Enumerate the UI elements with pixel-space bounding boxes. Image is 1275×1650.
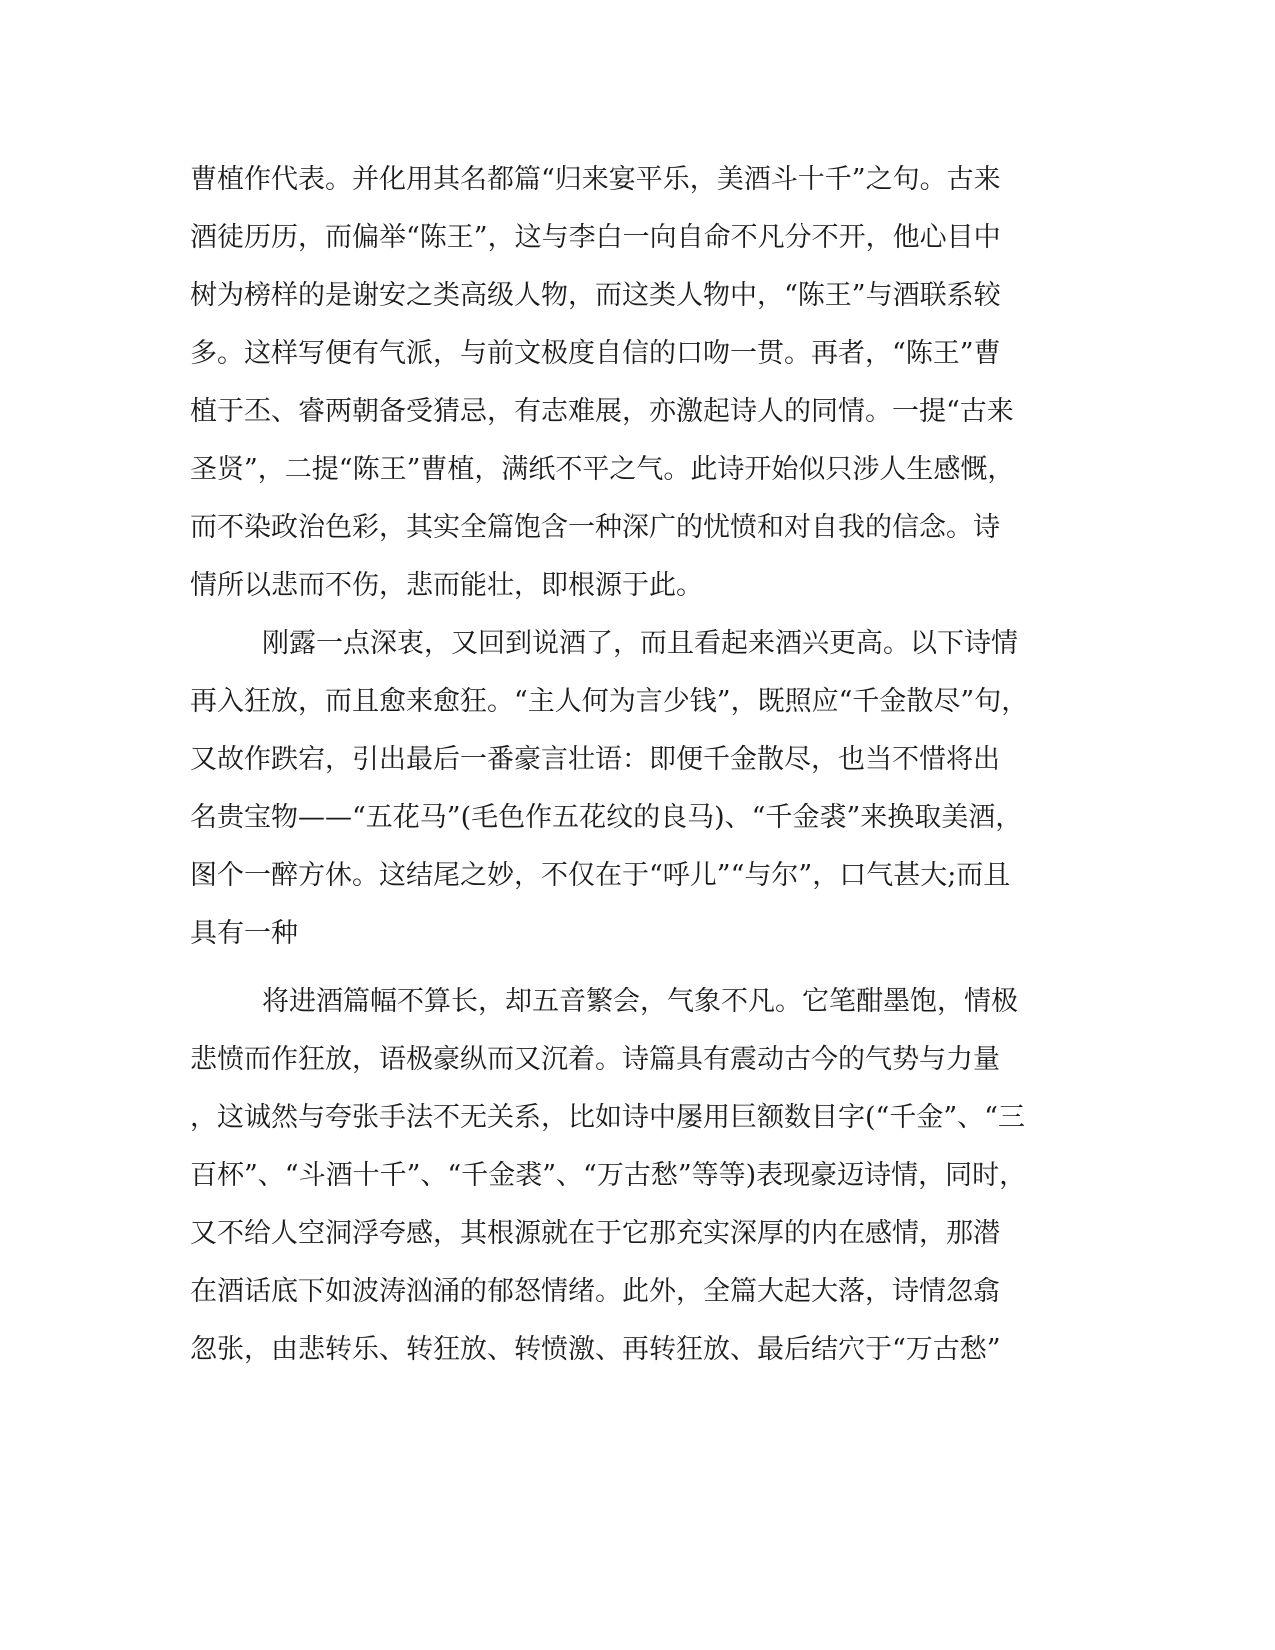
paragraph-2-line-5: 图个一醉方休。这结尾之妙，不仅在于“呼儿”“与尔”，口气甚大;而且 [190, 860, 1011, 891]
paragraph-3-line-1: 将进酒篇幅不算长，却五音繁会，气象不凡。它笔酣墨饱，情极 [262, 986, 1018, 1017]
paragraph-3-line-6: 在酒话底下如波涛汹涌的郁怒情绪。此外，全篇大起大落，诗情忽翕 [190, 1276, 1000, 1307]
paragraph-1-line-5: 植于丕、睿两朝备受猜忌，有志难展，亦激起诗人的同情。一提“古来 [190, 396, 1014, 427]
paragraph-1-line-8: 情所以悲而不伤，悲而能壮，即根源于此。 [190, 570, 703, 601]
paragraph-1-line-7: 而不染政治色彩，其实全篇饱含一种深广的忧愤和对自我的信念。诗 [190, 512, 1000, 543]
paragraph-3-line-2: 悲愤而作狂放，语极豪纵而又沉着。诗篇具有震动古今的气势与力量 [190, 1044, 1000, 1075]
paragraph-2-line-2: 再入狂放，而且愈来愈狂。“主人何为言少钱”，既照应“千金散尽”句， [190, 686, 1029, 717]
paragraph-2-line-4: 名贵宝物——“五花马”(毛色作五花纹的良马)、“千金裘”来换取美酒， [190, 802, 1023, 833]
paragraph-2-line-1: 刚露一点深衷，又回到说酒了，而且看起来酒兴更高。以下诗情 [262, 628, 1018, 659]
paragraph-3-line-5: 又不给人空洞浮夸感，其根源就在于它那充实深厚的内在感情，那潜 [190, 1218, 1000, 1249]
paragraph-3-line-4: 百杯”、“斗酒十千”、“千金裘”、“万古愁”等等)表现豪迈诗情，同时， [190, 1160, 1027, 1191]
paragraph-3-line-7: 忽张，由悲转乐、转狂放、转愤激、再转狂放、最后结穴于“万古愁” [190, 1334, 1001, 1365]
paragraph-1-line-3: 树为榜样的是谢安之类高级人物，而这类人物中，“陈王”与酒联系较 [190, 280, 1001, 311]
paragraph-1-line-2: 酒徒历历，而偏举“陈王”，这与李白一向自命不凡分不开，他心目中 [190, 222, 1001, 253]
paragraph-1-line-1: 曹植作代表。并化用其名都篇“归来宴平乐，美酒斗十千”之句。古来 [190, 164, 1001, 195]
paragraph-1-line-6: 圣贤”，二提“陈王”曹植，满纸不平之气。此诗开始似只涉人生感慨， [190, 454, 1015, 485]
paragraph-2-line-3: 又故作跌宕，引出最后一番豪言壮语：即便千金散尽，也当不惜将出 [190, 744, 1000, 775]
paragraph-2-line-6: 具有一种 [190, 918, 298, 949]
paragraph-1-line-4: 多。这样写便有气派，与前文极度自信的口吻一贯。再者，“陈王”曹 [190, 338, 1001, 369]
paragraph-3-line-3: ，这诚然与夸张手法不无关系，比如诗中屡用巨额数目字(“千金”、“三 [190, 1102, 1025, 1133]
